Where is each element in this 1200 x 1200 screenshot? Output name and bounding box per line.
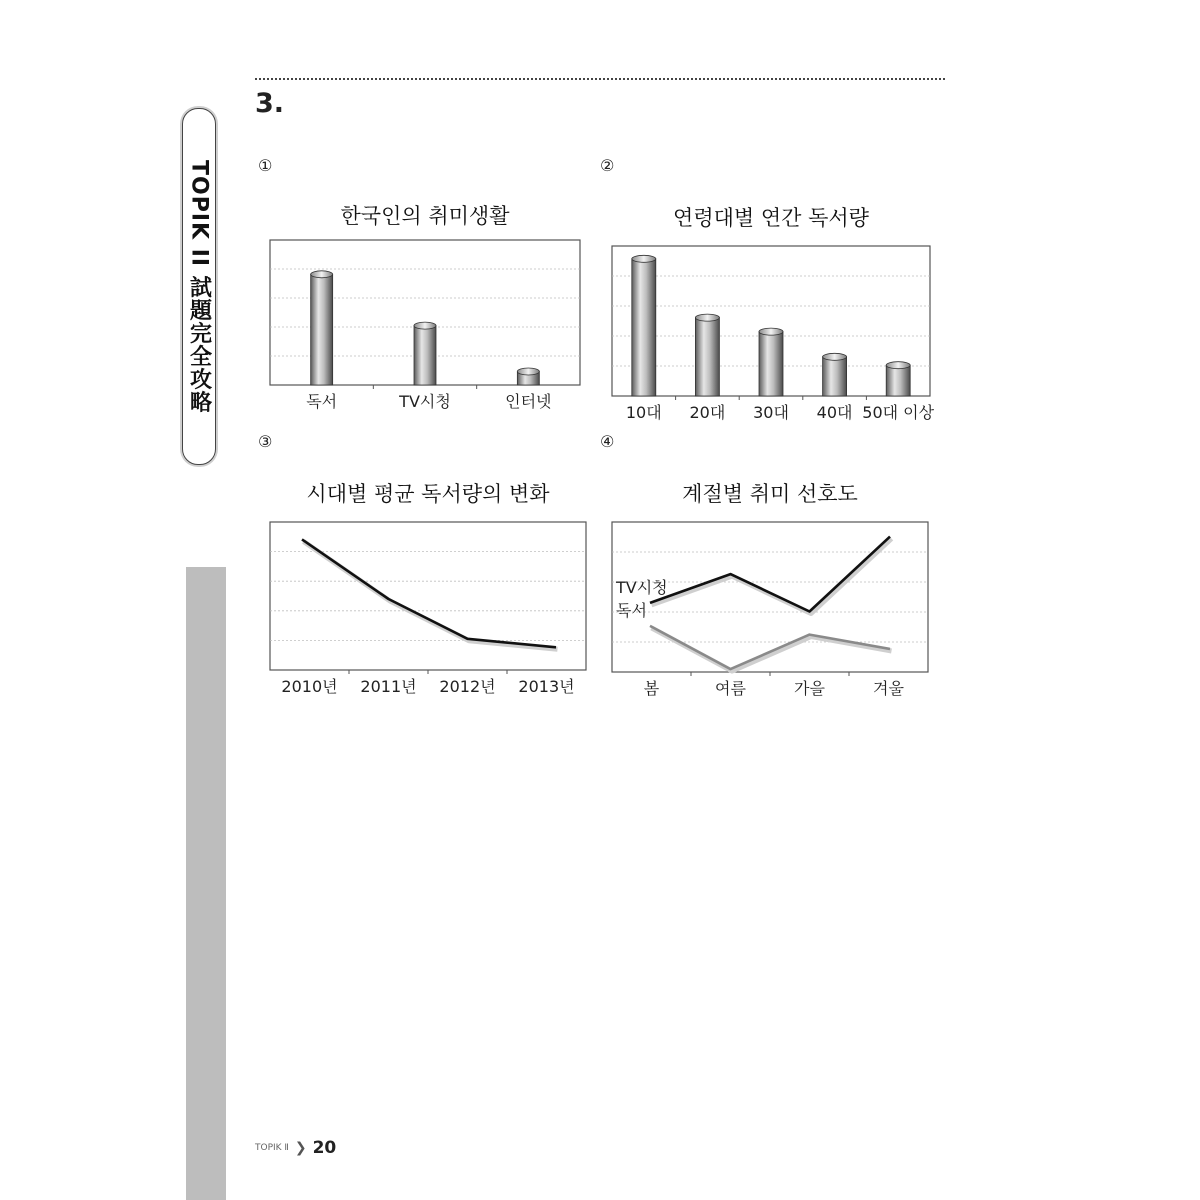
chart-title-4: 계절별 취미 선호도	[682, 482, 858, 506]
option-number-4: ④	[600, 432, 615, 451]
x-tick-label: 독서	[306, 392, 338, 411]
bar-top-5	[886, 362, 910, 369]
bar-top-2	[695, 314, 719, 321]
chart-4	[610, 520, 940, 700]
chart-title-3: 시대별 평균 독서량의 변화	[306, 482, 550, 506]
page-number: 20	[312, 1138, 337, 1158]
bar-top-1	[632, 255, 656, 262]
x-tick-label: 여름	[715, 679, 746, 698]
bar-5	[886, 365, 910, 396]
x-tick-label: 겨울	[873, 679, 904, 698]
series-label: TV시청	[616, 577, 668, 597]
x-tick-label: 2010년	[281, 677, 338, 696]
sidebar-tab-label: TOPIK II 試題完全攻略	[186, 159, 212, 414]
bar-2	[414, 326, 436, 385]
sidebar-strip-shade	[186, 567, 226, 1200]
bar-top-4	[823, 353, 847, 360]
bar-1	[632, 259, 656, 396]
top-dotted-rule	[255, 78, 945, 80]
x-tick-label: 가을	[794, 679, 825, 698]
bar-1	[311, 274, 333, 385]
x-tick-label: 40대	[816, 403, 853, 422]
x-tick-label: 2011년	[360, 677, 417, 696]
bar-top-1	[311, 271, 333, 278]
series-label: 독서	[616, 600, 647, 620]
x-tick-label: TV시청	[399, 392, 451, 411]
bar-top-3	[517, 368, 539, 375]
question-number: 3.	[255, 88, 285, 119]
bar-top-3	[759, 328, 783, 335]
bar-top-2	[414, 322, 436, 329]
x-tick-label: 2012년	[439, 677, 496, 696]
bar-2	[695, 318, 719, 396]
page-footer	[255, 1138, 336, 1158]
x-tick-label: 50대 이상	[862, 403, 935, 422]
option-number-1: ①	[258, 156, 273, 175]
chart-3	[268, 520, 598, 700]
x-tick-label: 인터넷	[505, 392, 552, 411]
option-number-3: ③	[258, 432, 273, 451]
bar-4	[823, 357, 847, 396]
x-tick-label: 10대	[625, 403, 662, 422]
footer-brand: TOPIK Ⅱ	[255, 1143, 289, 1153]
option-number-2: ②	[600, 156, 615, 175]
sidebar-tab	[182, 108, 216, 465]
chart-2	[610, 244, 940, 424]
x-tick-label: 2013년	[518, 677, 575, 696]
bar-3	[759, 332, 783, 396]
chart-title-1: 한국인의 취미생활	[340, 204, 510, 228]
chart-title-2: 연령대별 연간 독서량	[673, 206, 869, 230]
x-tick-label: 봄	[643, 679, 660, 698]
x-tick-label: 30대	[753, 403, 789, 422]
chart-1	[268, 238, 588, 418]
x-tick-label: 20대	[689, 403, 726, 422]
footer-arrow-icon: ❯	[294, 1140, 307, 1156]
